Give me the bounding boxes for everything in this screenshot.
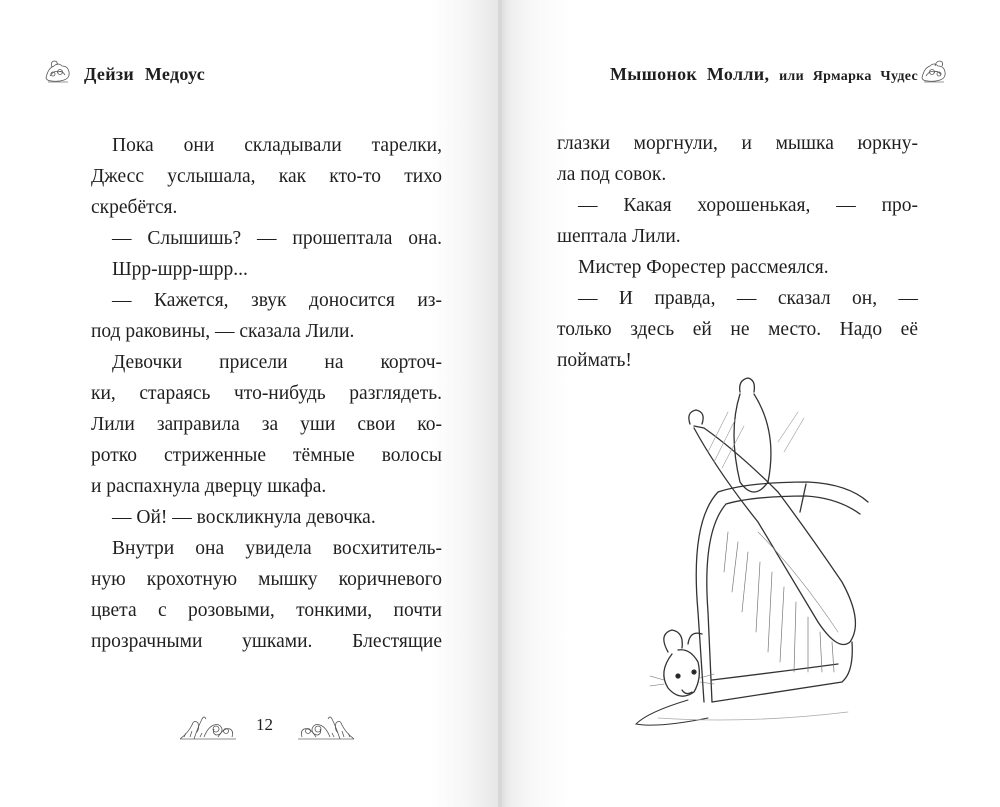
text-line: ротко стриженные тёмные волосы bbox=[91, 445, 442, 466]
text-line: Девочки присели на корточ- bbox=[112, 352, 442, 373]
text-line: ла под совок. bbox=[557, 164, 667, 185]
right-page-body bbox=[557, 128, 918, 376]
text-line: Мистер Форестер рассмеялся. bbox=[578, 257, 829, 278]
running-head-author: Дейзи Медоус bbox=[84, 64, 206, 84]
text-line: глазки моргнули, и мышка юркну- bbox=[557, 133, 918, 154]
page-number: 12 bbox=[256, 715, 273, 734]
book-subtitle: или Ярмарка Чудес bbox=[779, 69, 918, 84]
floral-ornament-right-icon bbox=[296, 713, 356, 741]
left-page-body bbox=[91, 130, 442, 657]
mouse-dustpan-illustration bbox=[628, 372, 898, 742]
text-line: — И правда, — сказал он, — bbox=[578, 288, 918, 309]
text-line: Пока они складывали тарелки, bbox=[112, 135, 442, 156]
floral-ornament-left-icon bbox=[178, 713, 238, 741]
text-line: цвета с розовыми, тонкими, почти bbox=[91, 600, 442, 621]
text-line: поймать! bbox=[557, 350, 632, 371]
text-line: прозрачными ушками. Блестящие bbox=[91, 631, 442, 652]
text-line: — Какая хорошенькая, — про- bbox=[578, 195, 918, 216]
text-line: Шрр-шрр-шрр... bbox=[112, 259, 248, 280]
flower-ornament-icon bbox=[918, 58, 950, 84]
text-line: — Кажется, звук доносится из- bbox=[112, 290, 442, 311]
text-line: и распахнула дверцу шкафа. bbox=[91, 476, 327, 497]
book-gutter bbox=[498, 0, 502, 807]
text-line: Внутри она увидела восхититель- bbox=[112, 538, 442, 559]
text-line: скребётся. bbox=[91, 197, 178, 218]
text-line: Лили заправила за уши свои ко- bbox=[91, 414, 442, 435]
text-line: ную крохотную мышку коричневого bbox=[91, 569, 442, 590]
text-line: ки, стараясь что-нибудь разглядеть. bbox=[91, 383, 442, 404]
page-footer bbox=[178, 713, 358, 741]
text-line: только здесь ей не место. Надо её bbox=[557, 319, 918, 340]
running-head-title bbox=[610, 64, 918, 85]
text-line: Джесс услышала, как кто-то тихо bbox=[91, 166, 442, 187]
text-line: под раковины, — сказала Лили. bbox=[91, 321, 355, 342]
book-title: Мышонок Молли, bbox=[609, 64, 770, 84]
text-line: — Ой! — воскликнула девочка. bbox=[112, 507, 376, 528]
flower-ornament-icon bbox=[42, 58, 74, 84]
text-line: — Слышишь? — прошептала она. bbox=[112, 228, 442, 249]
text-line: шептала Лили. bbox=[557, 226, 681, 247]
